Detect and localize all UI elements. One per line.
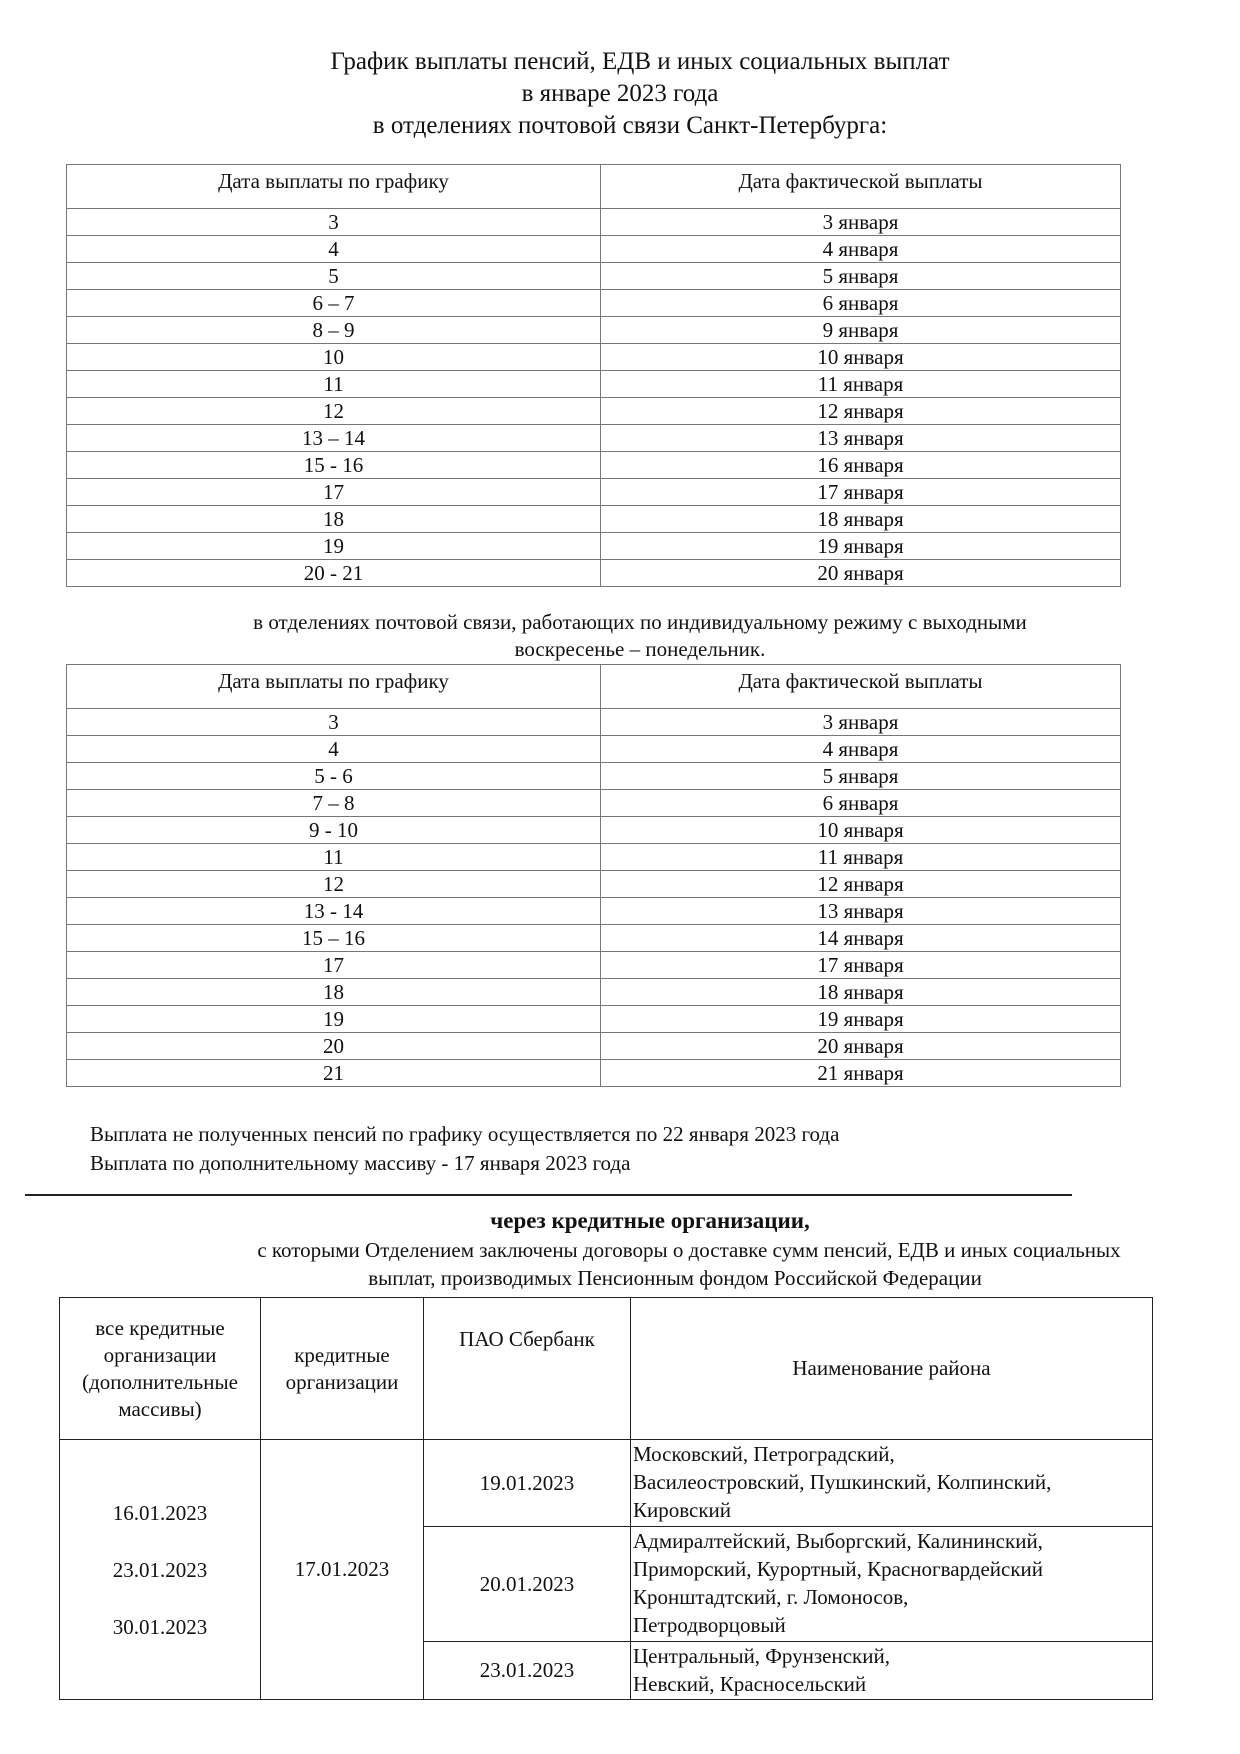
table-row	[67, 790, 1121, 817]
individual-mode-schedule-table	[66, 664, 1121, 1087]
header-line: (дополнительные	[82, 1369, 238, 1394]
table-row	[67, 209, 1121, 236]
credit-subtitle-line-2: выплат, производимых Пенсионным фондом Российской Федерации	[368, 1266, 982, 1290]
table-row	[67, 425, 1121, 452]
scheduled-date: 20 - 21	[67, 560, 601, 587]
credit-organizations-table	[59, 1297, 1153, 1700]
scheduled-date: 17	[67, 952, 601, 979]
scheduled-date: 15 - 16	[67, 452, 601, 479]
table-row	[67, 1033, 1121, 1060]
scheduled-date: 5	[67, 263, 601, 290]
scheduled-date: 21	[67, 1060, 601, 1087]
section-divider	[25, 1194, 1072, 1196]
individual-mode-caption	[140, 609, 1140, 663]
actual-date: 17 января	[601, 479, 1121, 506]
header-sberbank: ПАО Сбербанк	[424, 1298, 631, 1440]
actual-date: 9 января	[601, 317, 1121, 344]
scheduled-date: 6 – 7	[67, 290, 601, 317]
header-line: все кредитные	[95, 1315, 225, 1340]
actual-date: 12 января	[601, 871, 1121, 898]
actual-date: 18 января	[601, 506, 1121, 533]
scheduled-date: 10	[67, 344, 601, 371]
header-all-credit-orgs	[60, 1298, 261, 1440]
scheduled-date: 9 - 10	[67, 817, 601, 844]
scheduled-date: 19	[67, 1006, 601, 1033]
table-row	[67, 763, 1121, 790]
header-scheduled-date: Дата выплаты по графику	[67, 165, 601, 209]
table-row	[67, 452, 1121, 479]
table-header-row	[60, 1298, 1153, 1440]
table-row	[67, 506, 1121, 533]
credit-subtitle-line-1: с которыми Отделением заключены договоры о доставке сумм пенсий, ЕДВ и иных социальных	[257, 1238, 1121, 1262]
table-header-row	[67, 665, 1121, 709]
district-list	[631, 1642, 1153, 1700]
actual-date: 3 января	[601, 209, 1121, 236]
header-actual-date: Дата фактической выплаты	[601, 165, 1121, 209]
district-line: Кировский	[633, 1498, 732, 1522]
district-line: Приморский, Курортный, Красногвардейский	[633, 1557, 1044, 1581]
scheduled-date: 17	[67, 479, 601, 506]
table-row	[67, 898, 1121, 925]
actual-date: 19 января	[601, 1006, 1121, 1033]
table-row	[67, 236, 1121, 263]
credit-section-title: через кредитные организации,	[490, 1208, 810, 1233]
table-row	[67, 479, 1121, 506]
district-line: Василеостровский, Пушкинский, Колпинский,	[633, 1470, 1052, 1494]
actual-date: 6 января	[601, 290, 1121, 317]
sber-date: 20.01.2023	[424, 1527, 631, 1642]
actual-date: 16 января	[601, 452, 1121, 479]
table-row	[67, 844, 1121, 871]
actual-date: 14 января	[601, 925, 1121, 952]
scheduled-date: 11	[67, 371, 601, 398]
credit-orgs-date: 17.01.2023	[261, 1440, 424, 1700]
table-row	[67, 263, 1121, 290]
actual-date: 21 января	[601, 1060, 1121, 1087]
actual-date: 11 января	[601, 844, 1121, 871]
district-line: Московский, Петроградский,	[633, 1442, 895, 1466]
header-line: организации	[103, 1342, 217, 1367]
table-row	[67, 533, 1121, 560]
header-line: массивы)	[118, 1396, 202, 1421]
scheduled-date: 18	[67, 979, 601, 1006]
header-scheduled-date: Дата выплаты по графику	[67, 665, 601, 709]
table-row	[67, 736, 1121, 763]
scheduled-date: 3	[67, 709, 601, 736]
scheduled-date: 3	[67, 209, 601, 236]
scheduled-date: 8 – 9	[67, 317, 601, 344]
scheduled-date: 12	[67, 398, 601, 425]
table-header-row	[67, 165, 1121, 209]
table-row	[67, 371, 1121, 398]
district-line: Центральный, Фрунзенский,	[633, 1644, 890, 1668]
title-line-1: График выплаты пенсий, ЕДВ и иных социальных выплат	[330, 48, 950, 75]
scheduled-date: 4	[67, 736, 601, 763]
scheduled-date: 15 – 16	[67, 925, 601, 952]
actual-date: 13 января	[601, 425, 1121, 452]
title-line-2: в январе 2023 года	[521, 80, 719, 107]
header-district-name: Наименование района	[631, 1298, 1153, 1440]
actual-date: 4 января	[601, 736, 1121, 763]
scheduled-date: 19	[67, 533, 601, 560]
table-row	[67, 290, 1121, 317]
table-row	[67, 817, 1121, 844]
all-orgs-dates	[60, 1440, 261, 1700]
table-row	[67, 709, 1121, 736]
table-row	[67, 560, 1121, 587]
table-row	[67, 398, 1121, 425]
actual-date: 10 января	[601, 344, 1121, 371]
payment-notes	[90, 1120, 839, 1178]
caption-line-2: воскресенье – понедельник.	[514, 637, 766, 661]
scheduled-date: 20	[67, 1033, 601, 1060]
actual-date: 6 января	[601, 790, 1121, 817]
date: 16.01.2023	[112, 1500, 208, 1525]
table-row	[60, 1440, 1153, 1527]
table-row	[67, 344, 1121, 371]
actual-date: 17 января	[601, 952, 1121, 979]
district-line: Кронштадтский, г. Ломоносов,	[633, 1585, 909, 1609]
table-row	[67, 871, 1121, 898]
actual-date: 5 января	[601, 763, 1121, 790]
actual-date: 5 января	[601, 263, 1121, 290]
district-list	[631, 1527, 1153, 1642]
note-additional-array: Выплата по дополнительному массиву - 17 января 2023 года	[90, 1151, 631, 1175]
scheduled-date: 13 – 14	[67, 425, 601, 452]
actual-date: 13 января	[601, 898, 1121, 925]
scheduled-date: 5 - 6	[67, 763, 601, 790]
district-line: Невский, Красносельский	[633, 1672, 867, 1696]
sber-date: 23.01.2023	[424, 1642, 631, 1700]
caption-line-1: в отделениях почтовой связи, работающих по индивидуальному режиму с выходными	[253, 610, 1027, 634]
table-row	[67, 1060, 1121, 1087]
sber-date: 19.01.2023	[424, 1440, 631, 1527]
post-office-schedule-table	[66, 164, 1121, 587]
scheduled-date: 12	[67, 871, 601, 898]
district-line: Адмиралтейский, Выборгский, Калининский,	[633, 1529, 1043, 1553]
actual-date: 11 января	[601, 371, 1121, 398]
note-unclaimed-pensions: Выплата не полученных пенсий по графику осуществляется по 22 января 2023 года	[90, 1122, 840, 1146]
district-line: Петродворцовый	[633, 1613, 786, 1637]
scheduled-date: 11	[67, 844, 601, 871]
table-row	[67, 925, 1121, 952]
page-title	[0, 46, 1240, 142]
district-list	[631, 1440, 1153, 1527]
actual-date: 18 января	[601, 979, 1121, 1006]
scheduled-date: 7 – 8	[67, 790, 601, 817]
table-row	[67, 952, 1121, 979]
header-line: кредитные	[294, 1342, 390, 1367]
credit-section-heading	[0, 1206, 1240, 1292]
table-row	[67, 979, 1121, 1006]
header-line: организации	[285, 1369, 399, 1394]
actual-date: 3 января	[601, 709, 1121, 736]
date: 23.01.2023	[112, 1557, 208, 1582]
scheduled-date: 4	[67, 236, 601, 263]
header-credit-orgs	[261, 1298, 424, 1440]
actual-date: 10 января	[601, 817, 1121, 844]
actual-date: 20 января	[601, 560, 1121, 587]
scheduled-date: 13 - 14	[67, 898, 601, 925]
actual-date: 12 января	[601, 398, 1121, 425]
table-row	[67, 317, 1121, 344]
table-row	[67, 1006, 1121, 1033]
actual-date: 4 января	[601, 236, 1121, 263]
scheduled-date: 18	[67, 506, 601, 533]
actual-date: 19 января	[601, 533, 1121, 560]
title-line-3: в отделениях почтовой связи Санкт-Петербурга:	[372, 112, 888, 139]
header-actual-date: Дата фактической выплаты	[601, 665, 1121, 709]
actual-date: 20 января	[601, 1033, 1121, 1060]
date: 30.01.2023	[112, 1614, 208, 1639]
